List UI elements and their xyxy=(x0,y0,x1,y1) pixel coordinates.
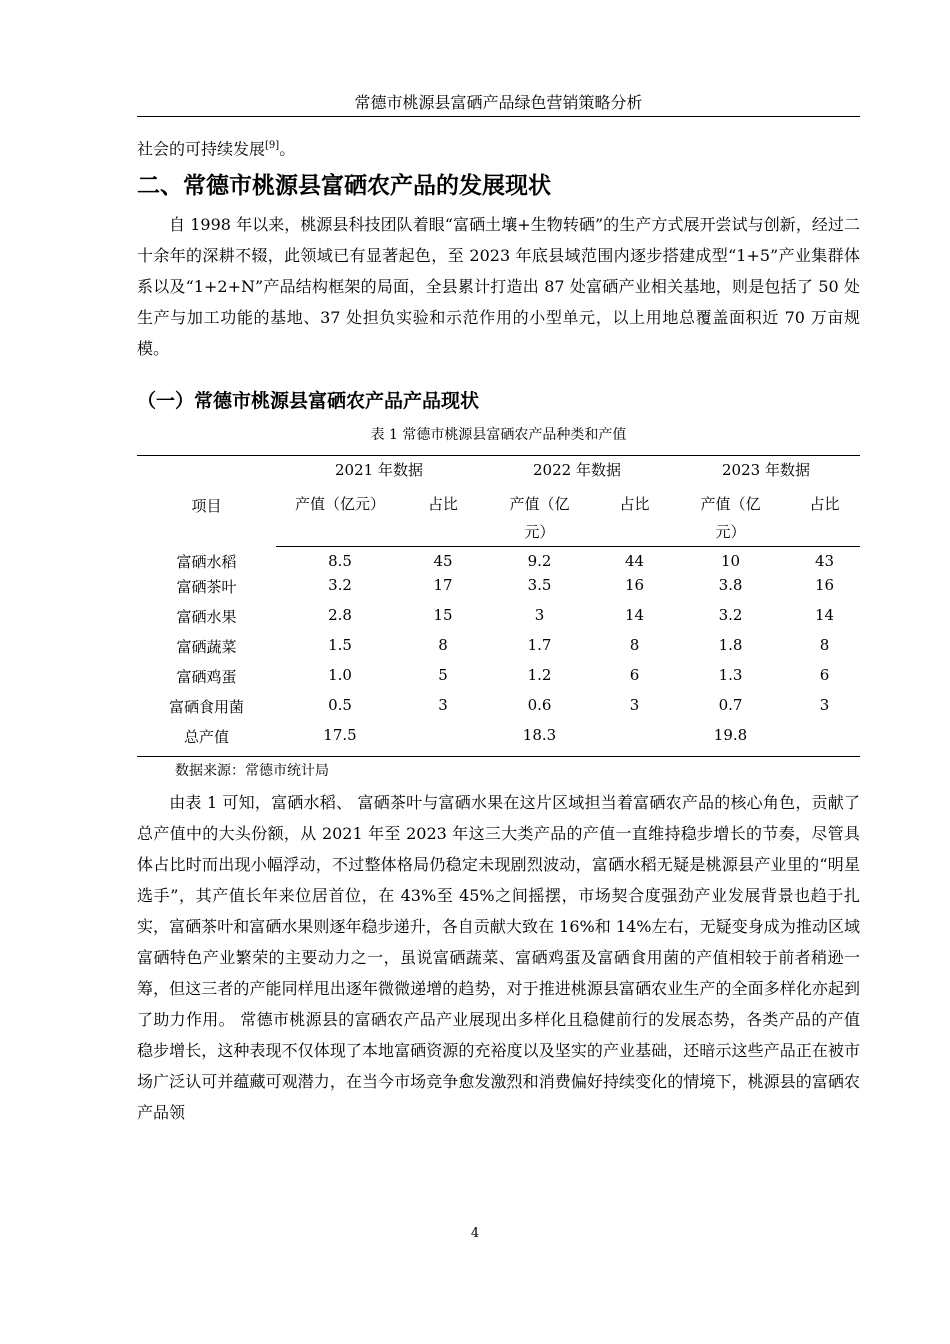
header-year-2023: 2023 年数据 xyxy=(672,456,860,486)
header-value-2022: 产值（亿 元） xyxy=(482,486,597,547)
header-value-2023: 产值（亿 元） xyxy=(672,486,789,547)
page-number: 4 xyxy=(470,1226,480,1241)
subsection-title: （一）常德市桃源县富硒农产品产品现状 xyxy=(137,390,480,412)
table-caption: 表 1 常德市桃源县富硒农产品种类和产值 xyxy=(370,427,627,443)
header-row-years xyxy=(137,456,860,486)
running-header: 常德市桃源县富硒产品绿色营销策略分析 xyxy=(137,92,860,117)
data-table xyxy=(137,455,860,757)
table-row: 富硒鸡蛋 1.0 5 1.2 6 1.3 6 xyxy=(176,666,830,686)
paragraph-2-text: 由表 1 可知，富硒水稻、 富硒茶叶与富硒水果在这片区域担当着富硒农产品的核心角色，贡献了总产值中的大头份额，从 2021 年至 2023 年这三大类产品的产值一直维持稳步增长的节奏，尽管具体占比时而出现小幅浮动，不过整体格局仍稳定未现剧烈波动，富硒水稻无疑是桃源县产业里的“明星选手”，其产值长年来位居首位，在 43%至 45%之间摇摆，市场契合度强劲产业发展背景也趋于扎实，富硒茶叶和富硒水果则逐年稳步递升，各自贡献大致在 16%和 14%左右，无疑变身成为推动区域富硒特色产业繁荣的主要动力之一，虽说富硒蔬菜、富硒鸡蛋及富硒食用菌的产值相较于前者稍逊一筹，但这三者的产能同样甩出逐年微微递增的趋势，对于推进桃源县富硒农业生产的全面多样化亦起到了助力作用。 常德市桃源县的富硒农产品产业展现出多样化且稳健前行的发展态势，各类产品的产值稳步增长，这种表现不仅体现了本地富硒资源的充裕度以及坚实的产业基础，还暗示这些产品正在被市场广泛认可并蕴藏可观潜力，在当今市场竞争愈发激烈和消费偏好持续变化的情境下，桃源县的富硒农产品领 xyxy=(137,793,860,1122)
table-row: 富硒茶叶 3.2 17 3.5 16 3.8 16 xyxy=(176,576,835,596)
header-value-2021: 产值（亿元） xyxy=(276,486,404,547)
total-row: 总产值 17.5 18.3 19.8 xyxy=(137,726,860,756)
header-year-2021: 2021 年数据 xyxy=(276,456,482,486)
paragraph-2 xyxy=(137,787,860,1128)
table-row: 富硒水果 2.8 15 3 14 3.2 14 xyxy=(176,606,835,626)
citation: [9] xyxy=(265,140,280,151)
table-row: 富硒食用菌 0.5 3 0.6 3 0.7 3 xyxy=(168,696,830,716)
table-row: 富硒水稻 8.5 45 9.2 44 10 43 xyxy=(176,551,835,571)
intro-line xyxy=(137,130,860,164)
intro-end: 。 xyxy=(279,139,296,159)
header-year-2022: 2022 年数据 xyxy=(482,456,672,486)
intro-text: 社会的可持续发展 xyxy=(137,139,266,159)
section-title: 二、常德市桃源县富硒农产品的发展现状 xyxy=(137,173,551,199)
paragraph-1-text: 自 1998 年以来，桃源县科技团队着眼“富硒土壤+生物转硒”的生产方式展开尝试与创新，经过二十余年的深耕不辍，此领域已有显著起色，至 2023 年底县域范围内逐步搭建成型“1+5”产业集群体系以及“1+2+N”产品结构框架的局面，全县累计打造出 87 处富硒产业相关基地，则是包括了 50 处生产与加工功能的基地、37 处担负实验和示范作用的小型单元，以上用地总覆盖面积近 70 万亩规模。 xyxy=(137,215,860,358)
header-share-2022: 占比 xyxy=(597,486,672,547)
header-item: 项目 xyxy=(137,456,276,547)
table-source: 数据来源：常德市统计局 xyxy=(175,763,329,779)
table-row: 富硒蔬菜 1.5 8 1.7 8 1.8 8 xyxy=(176,636,830,656)
header-share-2021: 占比 xyxy=(404,486,482,547)
paragraph-1 xyxy=(137,209,860,364)
header-share-2023: 占比 xyxy=(789,486,860,547)
